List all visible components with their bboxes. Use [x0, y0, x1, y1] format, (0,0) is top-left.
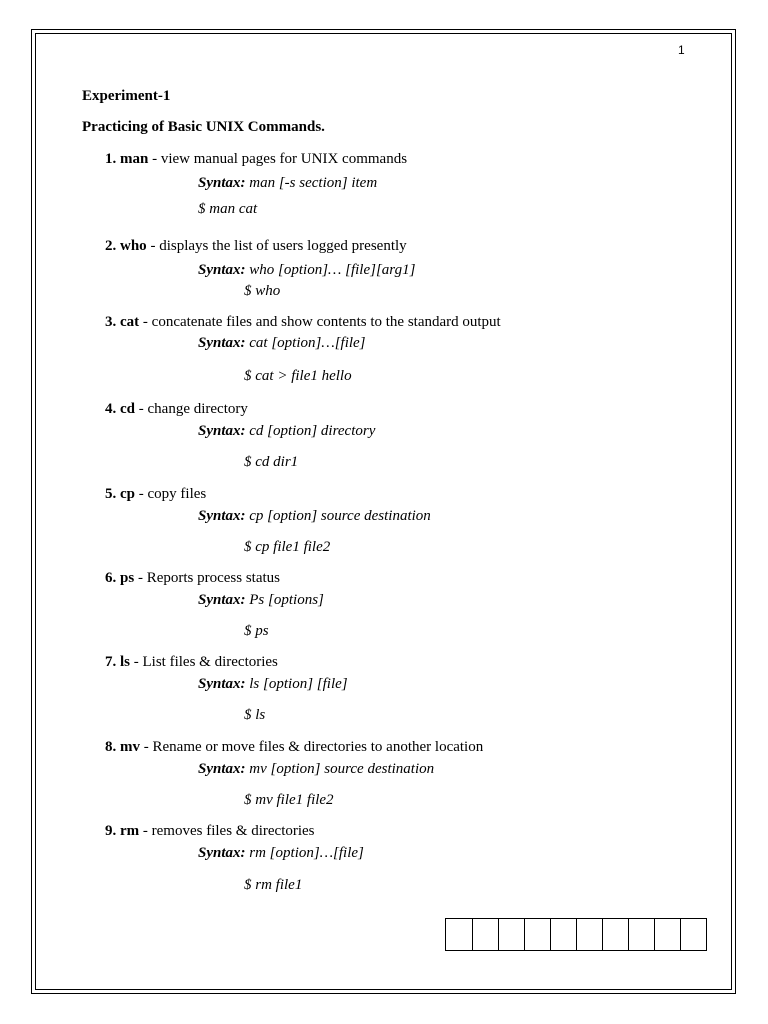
example-ps: $ ps: [244, 623, 269, 639]
syntax-label: Syntax:: [198, 175, 246, 191]
syntax-line-mv: [198, 761, 434, 778]
experiment-title: Experiment-1: [82, 88, 171, 104]
syntax-label: Syntax:: [198, 508, 246, 524]
roll-number-box: [681, 919, 707, 950]
command-item-ls: [105, 654, 278, 671]
syntax-line-cd: [198, 423, 375, 440]
command-item-man: [105, 151, 407, 168]
syntax-line-cat: [198, 335, 366, 352]
command-name: mv: [120, 739, 140, 755]
example-cat: $ cat > file1 hello: [244, 368, 352, 384]
example-rm: $ rm file1: [244, 877, 303, 893]
command-number: 2.: [105, 238, 117, 254]
command-description: displays the list of users logged presently: [159, 238, 407, 254]
command-item-who: [105, 238, 407, 255]
command-name: ls: [120, 654, 131, 670]
command-number: 8.: [105, 739, 117, 755]
syntax-text: cat [option]…[file]: [245, 335, 366, 351]
syntax-line-cp: [198, 508, 431, 525]
command-item-cd: [105, 401, 248, 418]
command-number: 7.: [105, 654, 117, 670]
syntax-label: Syntax:: [198, 676, 246, 692]
syntax-line-rm: [198, 845, 364, 862]
syntax-line-ps: [198, 592, 324, 609]
command-number: 1.: [105, 151, 117, 167]
command-number: 4.: [105, 401, 117, 417]
command-number: 9.: [105, 823, 117, 839]
command-name: ps: [120, 570, 135, 586]
command-separator: -: [135, 486, 148, 502]
command-number: 3.: [105, 314, 117, 330]
syntax-label: Syntax:: [198, 423, 246, 439]
roll-number-box: [655, 919, 681, 950]
example-cp: $ cp file1 file2: [244, 539, 331, 555]
syntax-text: mv [option] source destination: [245, 761, 435, 777]
syntax-text: ls [option] [file]: [245, 676, 348, 692]
syntax-line-man: [198, 175, 377, 192]
command-separator: -: [140, 739, 153, 755]
syntax-text: rm [option]…[file]: [245, 845, 364, 861]
command-item-mv: [105, 739, 483, 756]
example-man: $ man cat: [198, 201, 258, 217]
roll-number-box: [499, 919, 525, 950]
example-ls: $ ls: [244, 707, 266, 723]
roll-number-box: [629, 919, 655, 950]
command-name: cd: [120, 401, 135, 417]
command-name: cp: [120, 486, 135, 502]
command-separator: -: [139, 314, 152, 330]
roll-number-box: [525, 919, 551, 950]
command-description: Rename or move files & directories to another location: [152, 739, 484, 755]
syntax-line-who: [198, 262, 415, 279]
example-who: $ who: [244, 283, 281, 299]
roll-number-box: [577, 919, 603, 950]
syntax-text: man [-s section] item: [245, 175, 378, 191]
command-description: concatenate files and show contents to the standard output: [151, 314, 501, 330]
syntax-line-ls: [198, 676, 348, 693]
roll-number-box: [473, 919, 499, 950]
example-mv: $ mv file1 file2: [244, 792, 334, 808]
command-name: cat: [120, 314, 140, 330]
command-name: rm: [120, 823, 140, 839]
syntax-label: Syntax:: [198, 262, 246, 278]
syntax-label: Syntax:: [198, 335, 246, 351]
syntax-label: Syntax:: [198, 845, 246, 861]
roll-number-box: [603, 919, 629, 950]
command-description: Reports process status: [146, 570, 281, 586]
subtitle: Practicing of Basic UNIX Commands.: [82, 119, 325, 135]
command-description: copy files: [147, 486, 207, 502]
command-separator: -: [130, 654, 143, 670]
example-cd: $ cd dir1: [244, 454, 299, 470]
command-number: 6.: [105, 570, 117, 586]
command-separator: -: [148, 151, 161, 167]
command-description: removes files & directories: [151, 823, 315, 839]
command-separator: -: [146, 238, 160, 254]
command-number: 5.: [105, 486, 117, 502]
command-description: change directory: [147, 401, 248, 417]
syntax-label: Syntax:: [198, 592, 246, 608]
command-item-rm: [105, 823, 315, 840]
command-separator: -: [135, 401, 148, 417]
command-description: view manual pages for UNIX commands: [160, 151, 408, 167]
roll-number-box: [551, 919, 577, 950]
command-name: who: [120, 238, 147, 254]
roll-number-boxes: [445, 918, 707, 951]
command-name: man: [120, 151, 149, 167]
syntax-text: cp [option] source destination: [245, 508, 431, 524]
roll-number-box: [446, 919, 473, 950]
command-description: List files & directories: [142, 654, 278, 670]
syntax-label: Syntax:: [198, 761, 246, 777]
page-number: 1: [678, 43, 685, 57]
command-separator: -: [139, 823, 152, 839]
syntax-text: who [option]… [file][arg1]: [245, 262, 416, 278]
command-item-ps: [105, 570, 280, 587]
syntax-text: cd [option] directory: [245, 423, 376, 439]
syntax-text: Ps [options]: [245, 592, 324, 608]
command-separator: -: [134, 570, 147, 586]
command-item-cp: [105, 486, 206, 503]
command-item-cat: [105, 314, 501, 331]
